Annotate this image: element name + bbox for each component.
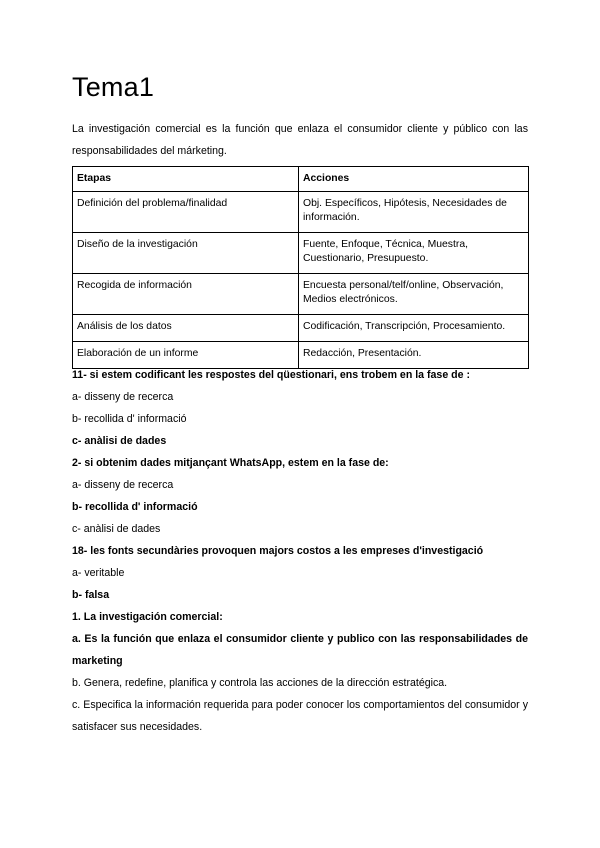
question-text: 11- si estem codificant les respostes del qüestionari, ens trobem en la fase de : [72, 369, 470, 381]
table-cell: Obj. Específicos, Hipótesis, Necesidades de información. [299, 192, 529, 233]
answer-option: a. Es la función que enlaza el consumidor cliente y publico con las responsabilidades de marketing [72, 633, 528, 667]
table-row [73, 192, 529, 233]
table-cell: Recogida de información [73, 274, 299, 315]
table-header-row [73, 167, 529, 192]
table-header-cell: Etapas [73, 167, 299, 192]
table-cell: Fuente, Enfoque, Técnica, Muestra, Cuestionario, Presupuesto. [299, 233, 529, 274]
answer-option: c- anàlisi de dades [72, 523, 161, 535]
table-header-cell: Acciones [299, 167, 529, 192]
answer-option: c. Especifica la información requerida para poder conocer los comportamientos del consumidor y satisfacer sus necesidades. [72, 699, 528, 733]
table-cell: Diseño de la investigación [73, 233, 299, 274]
answer-option: a- disseny de recerca [72, 391, 174, 403]
table-cell: Elaboración de un informe [73, 342, 299, 369]
table-row [73, 274, 529, 315]
question-text: 18- les fonts secundàries provoquen majors costos a les empreses d'investigació [72, 545, 484, 557]
answer-option: b- recollida d' informació [72, 501, 198, 513]
table-cell: Encuesta personal/telf/online, Observación, Medios electrónicos. [299, 274, 529, 315]
table-row [73, 315, 529, 342]
questions-section [72, 364, 528, 738]
table-cell: Análisis de los datos [73, 315, 299, 342]
answer-option: b. Genera, redefine, planifica y controla las acciones de la dirección estratégica. [72, 677, 448, 689]
stages-table [72, 166, 529, 369]
answer-option: b- falsa [72, 589, 110, 601]
table-cell: Redacción, Presentación. [299, 342, 529, 369]
answer-option: a- disseny de recerca [72, 479, 174, 491]
page-title: Tema1 [72, 72, 155, 102]
question-text: 1. La investigación comercial: [72, 611, 223, 623]
answer-option: b- recollida d' informació [72, 413, 187, 425]
question-text: 2- si obtenim dades mitjançant WhatsApp, estem en la fase de: [72, 457, 389, 469]
answer-option: c- anàlisi de dades [72, 435, 167, 447]
table-cell: Codificación, Transcripción, Procesamiento. [299, 315, 529, 342]
intro-paragraph: La investigación comercial es la función que enlaza el consumidor cliente y público con las responsabilidades del márketing. [72, 123, 528, 157]
table-row [73, 233, 529, 274]
table-cell: Definición del problema/finalidad [73, 192, 299, 233]
answer-option: a- veritable [72, 567, 125, 579]
